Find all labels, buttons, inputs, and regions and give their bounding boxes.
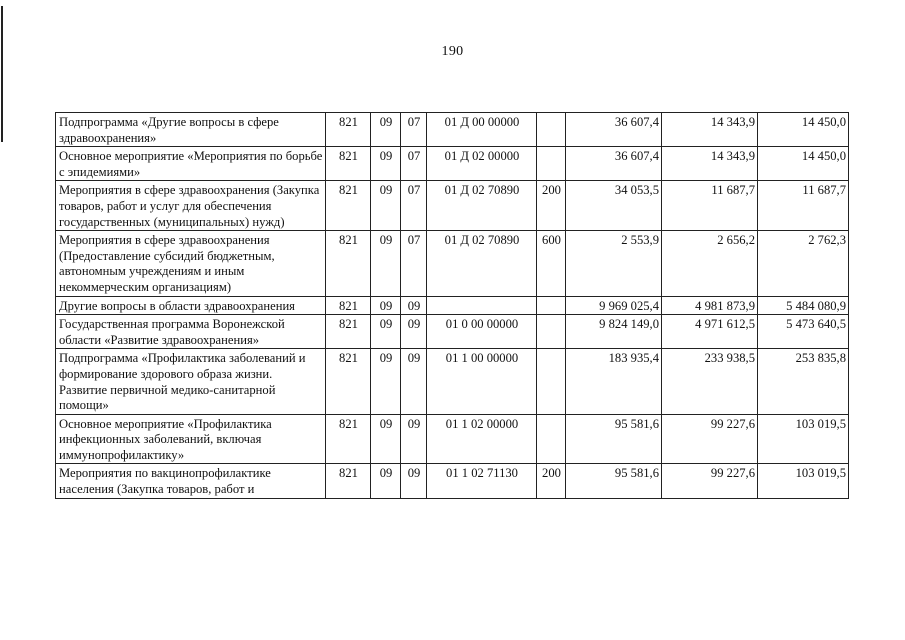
target-article-cell xyxy=(427,296,537,315)
expense-type-cell xyxy=(537,349,566,414)
table-body xyxy=(56,113,849,499)
target-article-cell: 01 Д 02 70890 xyxy=(427,231,537,296)
row-name-cell: Государственная программа Воронежской области «Развитие здравоохранения» xyxy=(56,315,326,349)
section-cell: 09 xyxy=(371,147,401,181)
amount-year2-cell: 99 227,6 xyxy=(662,414,758,464)
table-row xyxy=(56,296,849,315)
amount-year3-cell: 5 484 080,9 xyxy=(758,296,849,315)
table-row xyxy=(56,181,849,231)
expense-type-cell: 200 xyxy=(537,181,566,231)
amount-year1-cell: 183 935,4 xyxy=(566,349,662,414)
amount-year2-cell: 11 687,7 xyxy=(662,181,758,231)
amount-year3-cell: 103 019,5 xyxy=(758,414,849,464)
row-name-cell: Подпрограмма «Другие вопросы в сфере здравоохранения» xyxy=(56,113,326,147)
target-article-cell: 01 1 02 71130 xyxy=(427,464,537,498)
amount-year3-cell: 11 687,7 xyxy=(758,181,849,231)
grbs-cell: 821 xyxy=(326,315,371,349)
expense-type-cell xyxy=(537,296,566,315)
amount-year1-cell: 9 969 025,4 xyxy=(566,296,662,315)
amount-year1-cell: 34 053,5 xyxy=(566,181,662,231)
expense-type-cell xyxy=(537,414,566,464)
row-name-cell: Другие вопросы в области здравоохранения xyxy=(56,296,326,315)
amount-year3-cell: 14 450,0 xyxy=(758,147,849,181)
amount-year1-cell: 2 553,9 xyxy=(566,231,662,296)
grbs-cell: 821 xyxy=(326,113,371,147)
table-row xyxy=(56,231,849,296)
amount-year2-cell: 14 343,9 xyxy=(662,113,758,147)
expense-type-cell: 200 xyxy=(537,464,566,498)
section-cell: 09 xyxy=(371,113,401,147)
section-cell: 09 xyxy=(371,349,401,414)
subsection-cell: 09 xyxy=(401,464,427,498)
subsection-cell: 07 xyxy=(401,231,427,296)
grbs-cell: 821 xyxy=(326,296,371,315)
section-cell: 09 xyxy=(371,414,401,464)
subsection-cell: 07 xyxy=(401,181,427,231)
amount-year1-cell: 36 607,4 xyxy=(566,147,662,181)
amount-year2-cell: 4 971 612,5 xyxy=(662,315,758,349)
section-cell: 09 xyxy=(371,315,401,349)
amount-year3-cell: 2 762,3 xyxy=(758,231,849,296)
target-article-cell: 01 Д 02 70890 xyxy=(427,181,537,231)
amount-year3-cell: 14 450,0 xyxy=(758,113,849,147)
table-row xyxy=(56,349,849,414)
grbs-cell: 821 xyxy=(326,414,371,464)
row-name-cell: Мероприятия в сфере здравоохранения (Закупка товаров, работ и услуг для обеспечения государственных (муниципальных) нужд) xyxy=(56,181,326,231)
subsection-cell: 09 xyxy=(401,414,427,464)
amount-year2-cell: 2 656,2 xyxy=(662,231,758,296)
budget-table xyxy=(55,112,849,499)
row-name-cell: Мероприятия в сфере здравоохранения (Предоставление субсидий бюджетным, автономным учреждениям и иным некоммерческим организациям) xyxy=(56,231,326,296)
amount-year2-cell: 99 227,6 xyxy=(662,464,758,498)
section-cell: 09 xyxy=(371,181,401,231)
expense-type-cell xyxy=(537,113,566,147)
amount-year3-cell: 5 473 640,5 xyxy=(758,315,849,349)
grbs-cell: 821 xyxy=(326,464,371,498)
amount-year1-cell: 36 607,4 xyxy=(566,113,662,147)
amount-year3-cell: 103 019,5 xyxy=(758,464,849,498)
subsection-cell: 09 xyxy=(401,349,427,414)
grbs-cell: 821 xyxy=(326,147,371,181)
row-name-cell: Подпрограмма «Профилактика заболеваний и формирование здорового образа жизни. Развитие первичной медико-санитарной помощи» xyxy=(56,349,326,414)
amount-year1-cell: 95 581,6 xyxy=(566,414,662,464)
expense-type-cell: 600 xyxy=(537,231,566,296)
expense-type-cell xyxy=(537,147,566,181)
table-row xyxy=(56,414,849,464)
section-cell: 09 xyxy=(371,231,401,296)
amount-year1-cell: 9 824 149,0 xyxy=(566,315,662,349)
page-number: 190 xyxy=(441,44,464,59)
table-row xyxy=(56,464,849,498)
amount-year2-cell: 14 343,9 xyxy=(662,147,758,181)
target-article-cell: 01 Д 02 00000 xyxy=(427,147,537,181)
target-article-cell: 01 0 00 00000 xyxy=(427,315,537,349)
target-article-cell: 01 1 00 00000 xyxy=(427,349,537,414)
section-cell: 09 xyxy=(371,464,401,498)
expense-type-cell xyxy=(537,315,566,349)
grbs-cell: 821 xyxy=(326,349,371,414)
table-row xyxy=(56,315,849,349)
amount-year1-cell: 95 581,6 xyxy=(566,464,662,498)
table-row xyxy=(56,113,849,147)
table-row xyxy=(56,147,849,181)
row-name-cell: Основное мероприятие «Профилактика инфекционных заболеваний, включая иммунопрофилактику» xyxy=(56,414,326,464)
amount-year2-cell: 233 938,5 xyxy=(662,349,758,414)
amount-year3-cell: 253 835,8 xyxy=(758,349,849,414)
row-name-cell: Основное мероприятие «Мероприятия по борьбе с эпидемиями» xyxy=(56,147,326,181)
subsection-cell: 09 xyxy=(401,296,427,315)
row-name-cell: Мероприятия по вакцинопрофилактике населения (Закупка товаров, работ и xyxy=(56,464,326,498)
target-article-cell: 01 1 02 00000 xyxy=(427,414,537,464)
amount-year2-cell: 4 981 873,9 xyxy=(662,296,758,315)
margin-mark xyxy=(1,6,3,142)
grbs-cell: 821 xyxy=(326,181,371,231)
grbs-cell: 821 xyxy=(326,231,371,296)
subsection-cell: 09 xyxy=(401,315,427,349)
subsection-cell: 07 xyxy=(401,113,427,147)
target-article-cell: 01 Д 00 00000 xyxy=(427,113,537,147)
subsection-cell: 07 xyxy=(401,147,427,181)
section-cell: 09 xyxy=(371,296,401,315)
